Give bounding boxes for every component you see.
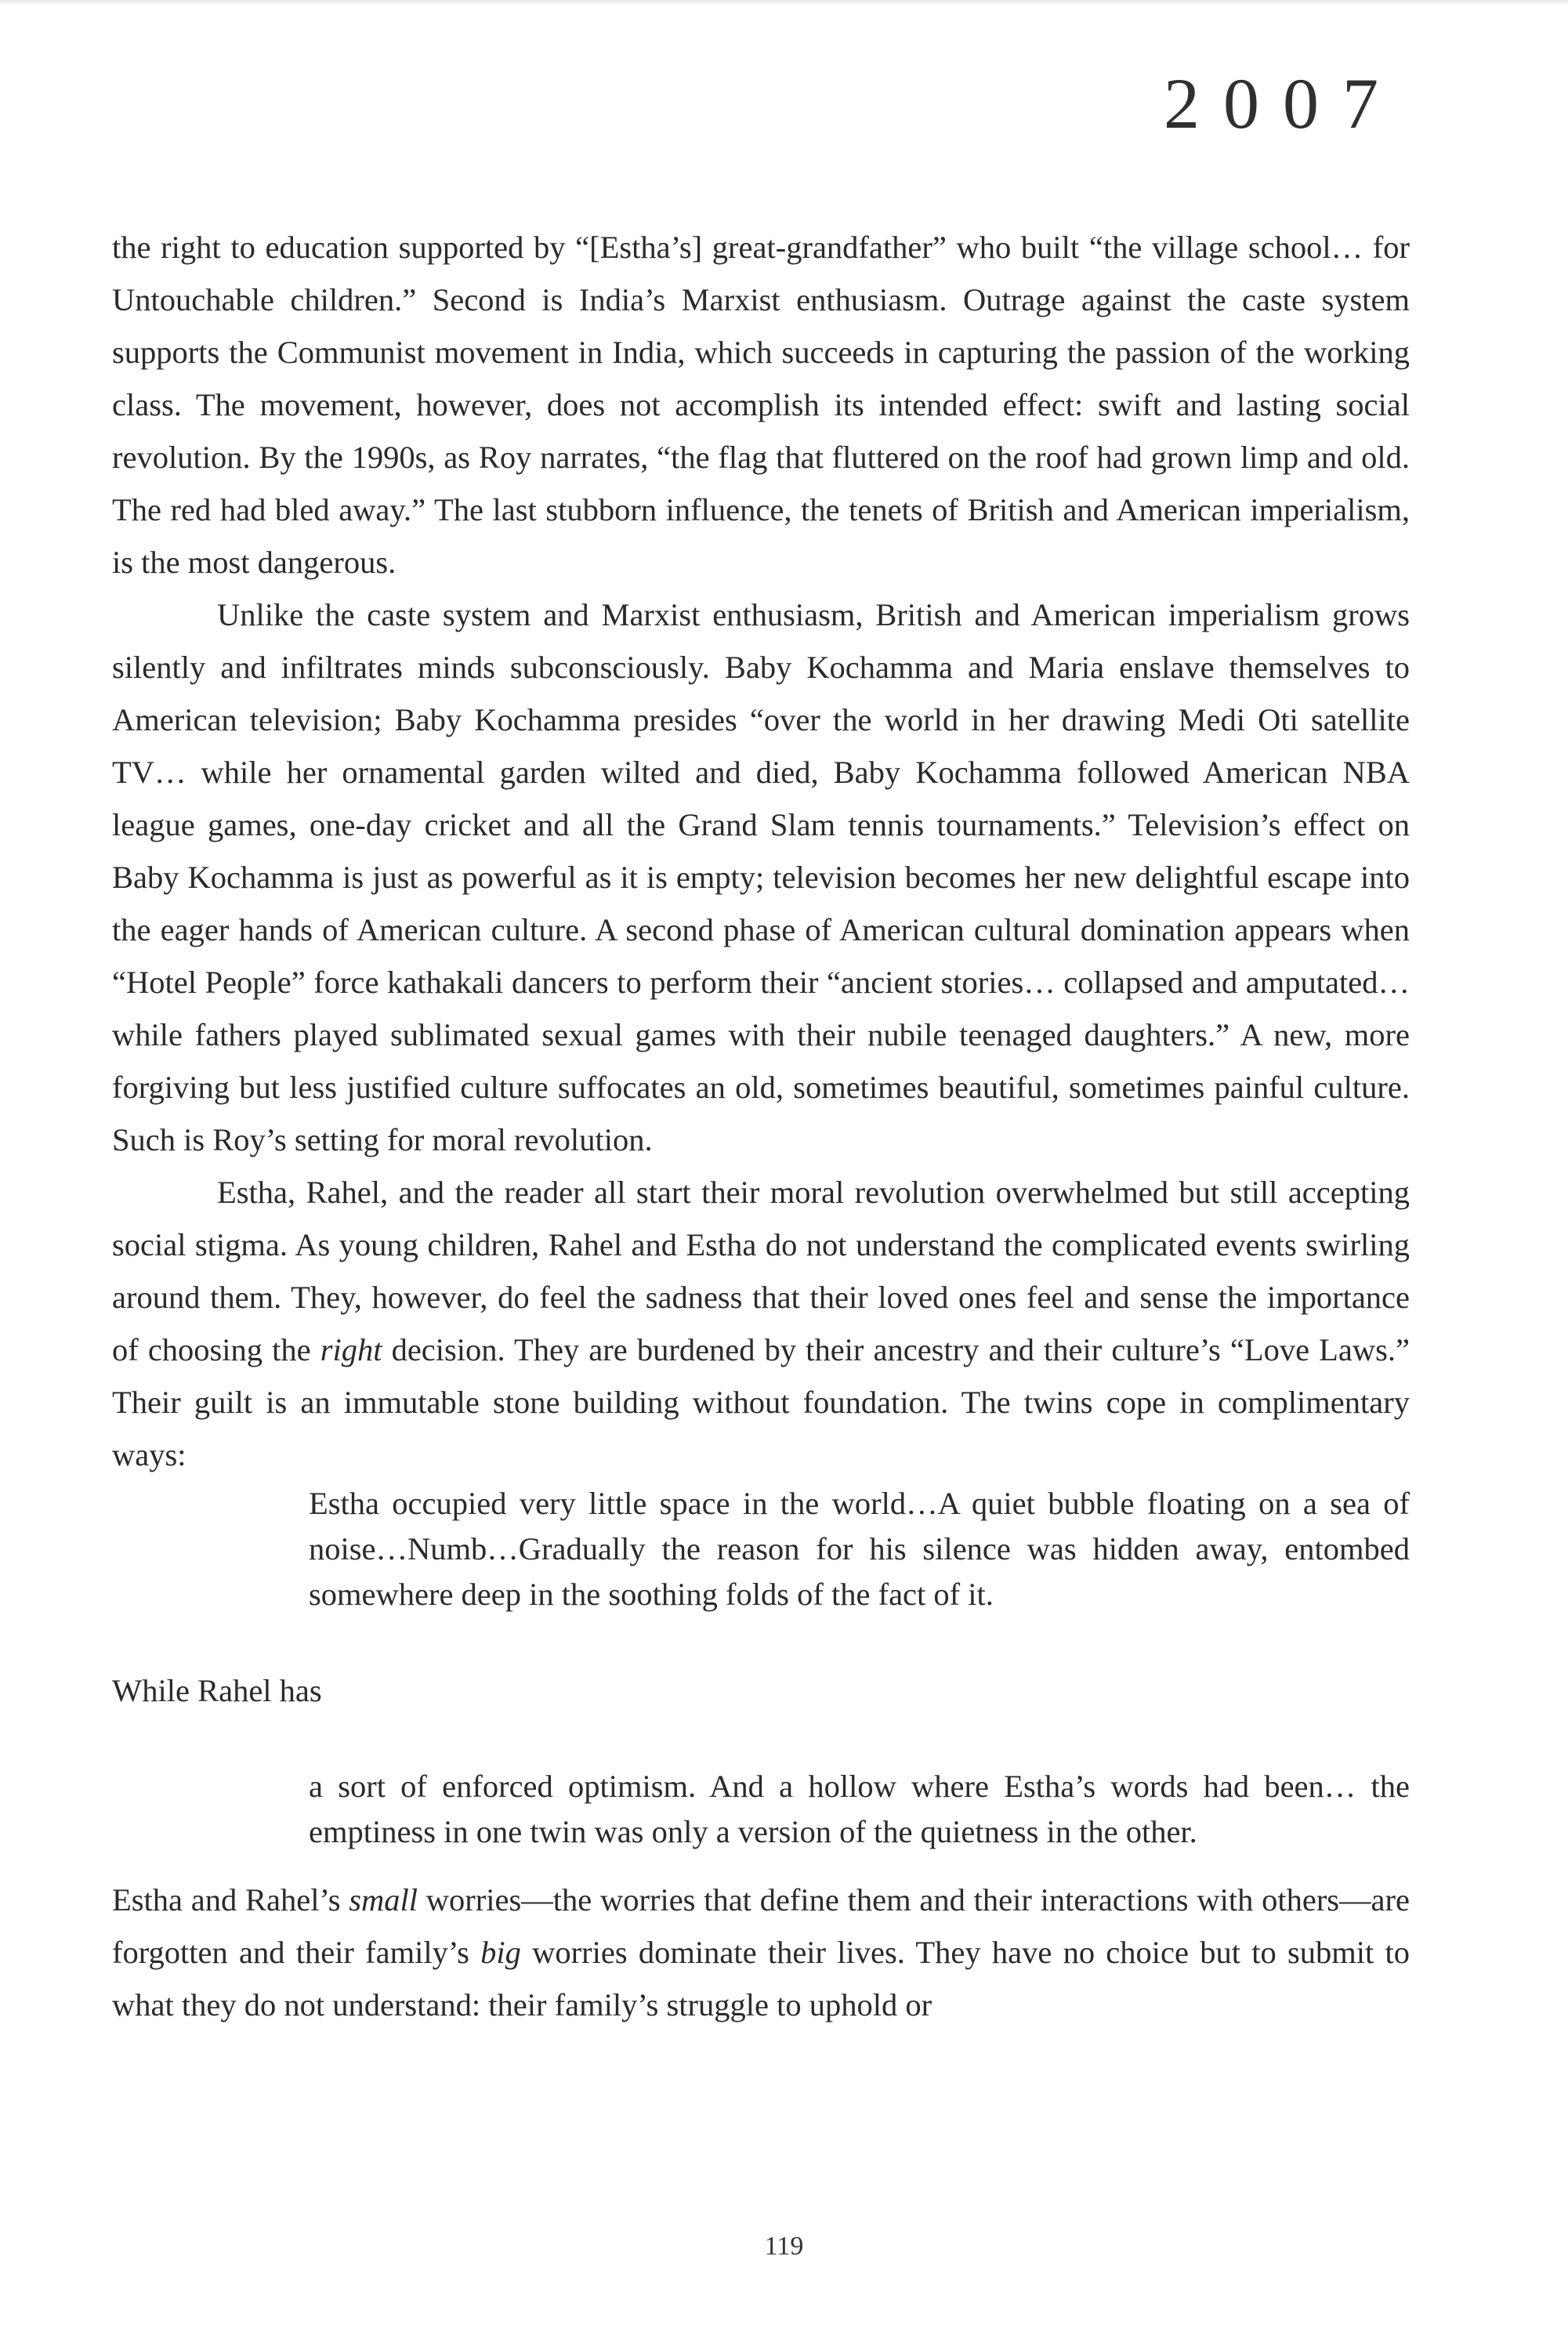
page-number: 119: [764, 2232, 804, 2261]
paragraph-1: the right to education supported by “[Estha’s] great-grandfather” who built “the village school… for Untouchable children.” Second is India’s Marxist enthusiasm. Outrage against the caste system supports the Communist movement in India, which succeeds in capturing the passion of the working class. The movement, however, does not accomplish its intended effect: swift and lasting social revolution. By the 1990s, as Roy narrates, “the flag that fluttered on the roof had grown limp and old. The red had bled away.” The last stubborn influence, the tenets of British and American imperialism, is the most dangerous.: [112, 230, 1410, 580]
spacer: [112, 1855, 1410, 1874]
connector-line: While Rahel has: [112, 1673, 322, 1708]
paragraph-3-text-a: Estha, Rahel, and the reader all start their moral revolution overwhelmed but still accepting social stigma. As young children, Rahel and Estha do not understand the complicated events swirling around them. They, however, do feel the sadness that their loved ones feel and sense the importance of choosing the: [112, 1175, 1410, 1367]
paragraph-4: [112, 1874, 1410, 2031]
block-quote-rahel: a sort of enforced optimism. And a hollow where Estha’s words had been… the emptiness in one twin was only a version of the quietness in the other.: [309, 1769, 1410, 1849]
italic-right: right: [320, 1332, 382, 1367]
paragraph-4-text-a: Estha and Rahel’s: [112, 1882, 349, 1917]
italic-big: big: [480, 1935, 521, 1970]
paragraph-4-text-b: worries—the worries that define them and their interactions with others—are forgotten and their family’s: [112, 1882, 1410, 1970]
page-top-edge: [0, 0, 1568, 5]
body-text: [112, 221, 1410, 2031]
paragraph-2: Unlike the caste system and Marxist enthusiasm, British and American imperialism grows silently and infiltrates minds subconsciously. Baby Kochamma and Maria enslave themselves to American television; Baby Kochamma presides “over the world in her drawing Medi Oti satellite TV… while her ornamental garden wilted and died, Baby Kochamma followed American NBA league games, one-day cricket and all the Grand Slam tennis tournaments.” Television’s effect on Baby Kochamma is just as powerful as it is empty; television becomes her new delightful escape into the eager hands of American culture. A second phase of American cultural domination appears when “Hotel People” force kathakali dancers to perform their “ancient stories… collapsed and amputated… while fathers played sublimated sexual games with their nubile teenaged daughters.” A new, more forgiving but less justified culture suffocates an old, sometimes beautiful, sometimes painful culture. Such is Roy’s setting for moral revolution.: [112, 597, 1410, 1157]
chapter-year-heading: 2007: [1164, 63, 1402, 143]
paragraph-3: [112, 1166, 1410, 1481]
block-quote-estha: Estha occupied very little space in the world…A quiet bubble floating on a sea of noise…Numb…Gradually the reason for his silence was hidden away, entombed somewhere deep in the soothing folds of the fact of it.: [309, 1486, 1410, 1612]
paragraph-4-text-c: worries dominate their lives. They have no choice but to submit to what they do not understand: their family’s struggle to uphold or: [112, 1935, 1410, 2022]
spacer: [112, 1617, 1410, 1664]
paragraph-3-text-b: decision. They are burdened by their ancestry and their culture’s “Love Laws.” Their guilt is an immutable stone building without foundation. The twins cope in complimentary ways:: [112, 1332, 1410, 1472]
spacer: [112, 1717, 1410, 1764]
italic-small: small: [349, 1882, 418, 1917]
